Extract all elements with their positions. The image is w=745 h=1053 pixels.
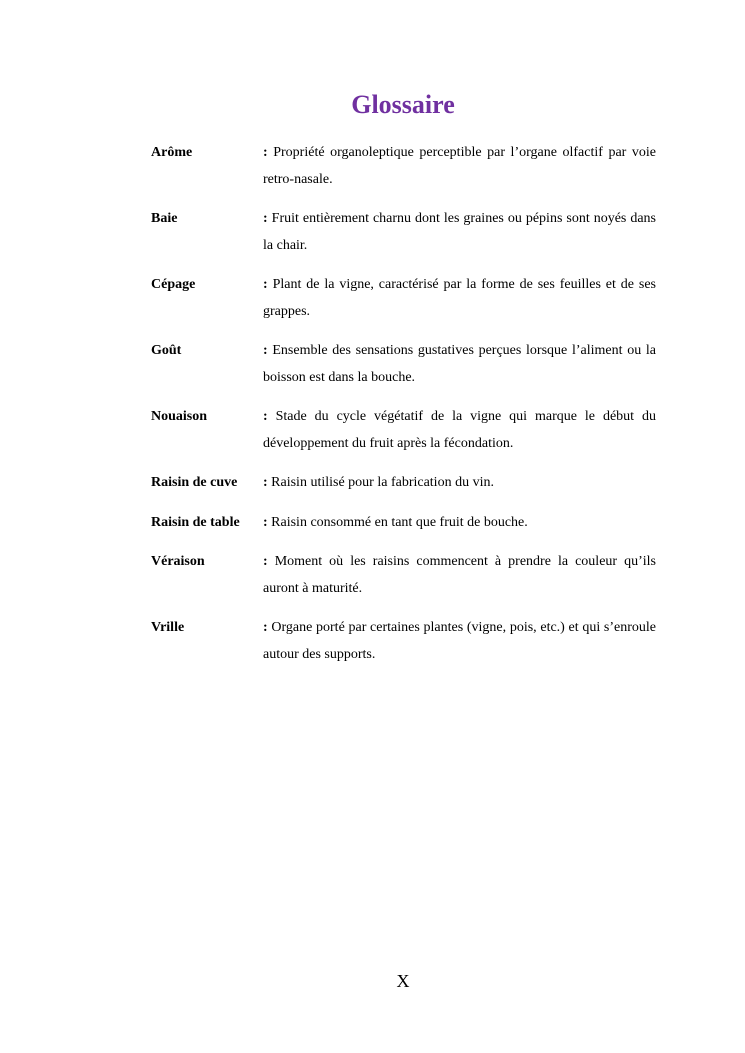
definition-separator: :: [263, 554, 268, 569]
definition-separator: :: [263, 343, 268, 358]
glossary-definition: [263, 470, 656, 497]
definition-text: Organe porté par certaines plantes (vigne, pois, etc.) et qui s’enroule autour des supports.: [263, 620, 657, 662]
glossary-entry-vrille: [151, 615, 656, 668]
glossary-term: Baie: [151, 211, 178, 226]
glossary-term: Goût: [151, 343, 182, 358]
definition-separator: :: [263, 211, 268, 226]
glossary-entry-baie: [151, 206, 656, 259]
glossary-definition: [263, 206, 656, 259]
page-number: X: [396, 971, 410, 991]
glossary-entry-raisin-de-cuve: [151, 470, 656, 497]
glossary-definition: [263, 615, 656, 668]
glossary-entry-gout: [151, 338, 656, 391]
glossary-entry-raisin-de-table: [151, 510, 656, 537]
glossary-term: Nouaison: [151, 409, 208, 424]
definition-text: Moment où les raisins commencent à prendre la couleur qu’ils auront à maturité.: [263, 554, 656, 596]
glossary-definition: [263, 510, 656, 537]
page-title: Glossaire: [351, 90, 455, 119]
glossary-list: [151, 140, 656, 681]
glossary-term: Arôme: [151, 145, 193, 160]
definition-separator: :: [263, 145, 268, 160]
glossary-definition: [263, 140, 656, 193]
glossary-definition: [263, 404, 656, 457]
glossary-definition: [263, 549, 656, 602]
definition-text: Raisin consommé en tant que fruit de bouche.: [271, 514, 528, 530]
definition-text: Plant de la vigne, caractérisé par la forme de ses feuilles et de ses grappes.: [263, 277, 656, 319]
definition-text: Ensemble des sensations gustatives perçues lorsque l’aliment ou la boisson est dans la bouche.: [263, 343, 656, 385]
glossary-term: Raisin de cuve: [151, 475, 238, 490]
definition-text: Fruit entièrement charnu dont les graines ou pépins sont noyés dans la chair.: [263, 211, 657, 253]
definition-separator: :: [263, 475, 268, 490]
glossary-term: Cépage: [151, 277, 196, 292]
definition-separator: :: [263, 620, 268, 635]
glossary-term: Véraison: [151, 554, 205, 569]
definition-separator: :: [263, 277, 268, 292]
glossary-entry-nouaison: [151, 404, 656, 457]
glossary-entry-veraison: [151, 549, 656, 602]
glossary-definition: [263, 338, 656, 391]
definition-separator: :: [263, 409, 268, 424]
glossary-term: Vrille: [151, 620, 185, 635]
glossary-definition: [263, 272, 656, 325]
definition-text: Raisin utilisé pour la fabrication du vin.: [271, 475, 494, 490]
glossary-term: Raisin de table: [151, 514, 240, 530]
glossary-entry-cepage: [151, 272, 656, 325]
definition-text: Propriété organoleptique perceptible par l’organe olfactif par voie retro-nasale.: [263, 145, 657, 187]
glossary-entry-arome: [151, 140, 656, 193]
definition-separator: :: [263, 514, 268, 530]
definition-text: Stade du cycle végétatif de la vigne qui marque le début du développement du fruit après la fécondation.: [263, 409, 656, 451]
